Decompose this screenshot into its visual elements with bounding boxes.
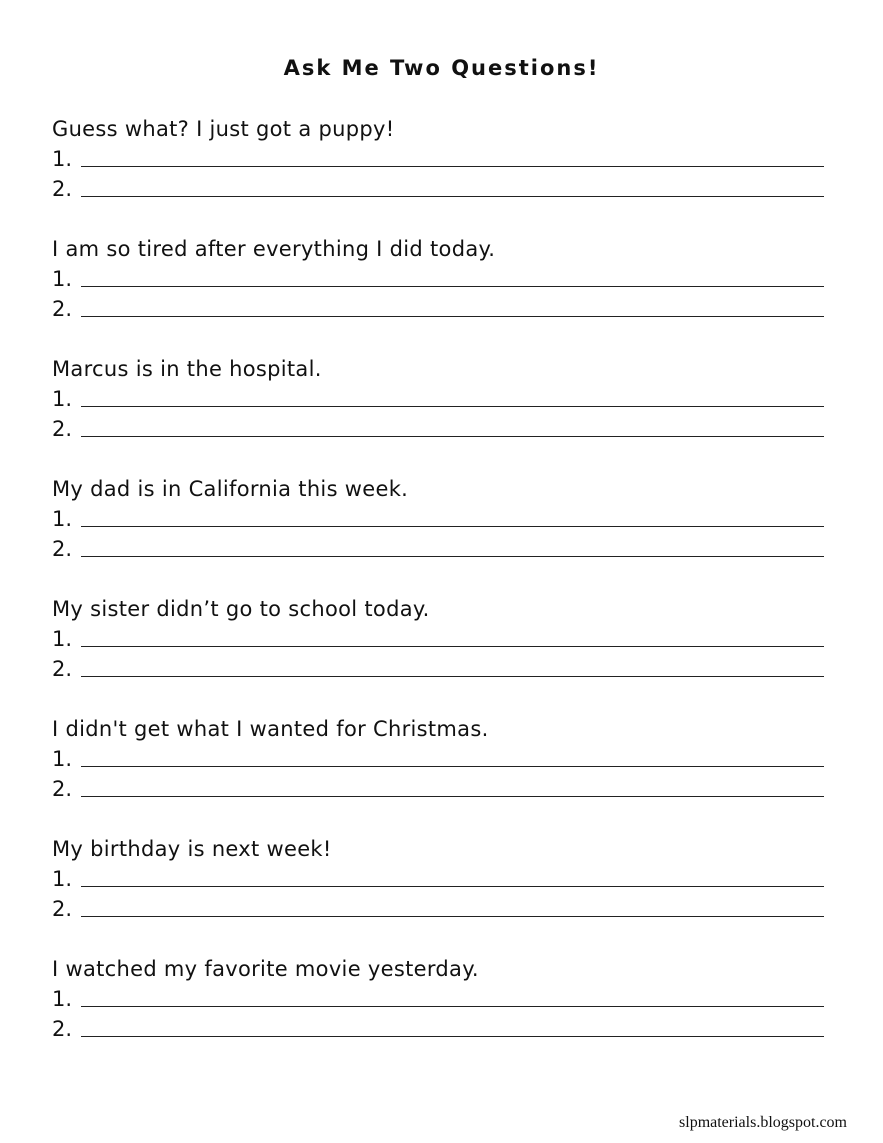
- answer-blank[interactable]: [81, 916, 824, 917]
- answer-number: 2.: [52, 417, 73, 441]
- answer-number: 1.: [52, 987, 73, 1011]
- answer-line[interactable]: [52, 413, 824, 443]
- answer-line[interactable]: [52, 623, 824, 653]
- answer-blank[interactable]: [81, 676, 824, 677]
- prompt-item: [52, 595, 824, 715]
- answer-blank[interactable]: [81, 196, 824, 197]
- answer-number: 2.: [52, 777, 73, 801]
- answer-number: 2.: [52, 537, 73, 561]
- prompt-text: I watched my favorite movie yesterday.: [52, 957, 479, 981]
- prompt-item: [52, 835, 824, 955]
- answer-line[interactable]: [52, 983, 824, 1013]
- answer-number: 2.: [52, 897, 73, 921]
- prompt-item: [52, 475, 824, 595]
- answer-number: 1.: [52, 627, 73, 651]
- answer-blank[interactable]: [81, 526, 824, 527]
- answer-blank[interactable]: [81, 766, 824, 767]
- answer-number: 1.: [52, 507, 73, 531]
- prompt-item: [52, 235, 824, 355]
- answer-line[interactable]: [52, 143, 824, 173]
- answer-number: 1.: [52, 747, 73, 771]
- answer-blank[interactable]: [81, 436, 824, 437]
- answer-blank[interactable]: [81, 886, 824, 887]
- prompt-item: [52, 715, 824, 835]
- prompt-text: My birthday is next week!: [52, 837, 332, 861]
- answer-line[interactable]: [52, 263, 824, 293]
- answer-blank[interactable]: [81, 316, 824, 317]
- footer-source: slpmaterials.blogspot.com: [679, 1114, 847, 1131]
- answer-line[interactable]: [52, 503, 824, 533]
- answer-line[interactable]: [52, 533, 824, 563]
- prompt-text: My dad is in California this week.: [52, 477, 409, 501]
- prompt-text: I am so tired after everything I did today.: [52, 237, 496, 261]
- answer-blank[interactable]: [81, 406, 824, 407]
- answer-line[interactable]: [52, 893, 824, 923]
- answer-line[interactable]: [52, 1013, 824, 1043]
- answer-number: 2.: [52, 657, 73, 681]
- answer-number: 1.: [52, 267, 73, 291]
- answer-blank[interactable]: [81, 796, 824, 797]
- prompt-text: My sister didn’t go to school today.: [52, 597, 430, 621]
- prompt-item: [52, 355, 824, 475]
- answer-blank[interactable]: [81, 286, 824, 287]
- answer-line[interactable]: [52, 293, 824, 323]
- answer-line[interactable]: [52, 173, 824, 203]
- prompt-text: Guess what? I just got a puppy!: [52, 117, 395, 141]
- answer-line[interactable]: [52, 653, 824, 683]
- prompt-text: Marcus is in the hospital.: [52, 357, 322, 381]
- answer-number: 2.: [52, 177, 73, 201]
- answer-blank[interactable]: [81, 1006, 824, 1007]
- answer-blank[interactable]: [81, 166, 824, 167]
- answer-number: 1.: [52, 387, 73, 411]
- answer-blank[interactable]: [81, 646, 824, 647]
- prompt-list: [52, 115, 824, 1075]
- prompt-item: [52, 115, 824, 235]
- answer-line[interactable]: [52, 743, 824, 773]
- answer-number: 1.: [52, 147, 73, 171]
- page-title: Ask Me Two Questions!: [283, 56, 600, 80]
- answer-number: 2.: [52, 297, 73, 321]
- prompt-text: I didn't get what I wanted for Christmas.: [52, 717, 489, 741]
- answer-line[interactable]: [52, 773, 824, 803]
- prompt-item: [52, 955, 824, 1075]
- answer-number: 1.: [52, 867, 73, 891]
- answer-line[interactable]: [52, 863, 824, 893]
- answer-number: 2.: [52, 1017, 73, 1041]
- answer-blank[interactable]: [81, 1036, 824, 1037]
- answer-blank[interactable]: [81, 556, 824, 557]
- answer-line[interactable]: [52, 383, 824, 413]
